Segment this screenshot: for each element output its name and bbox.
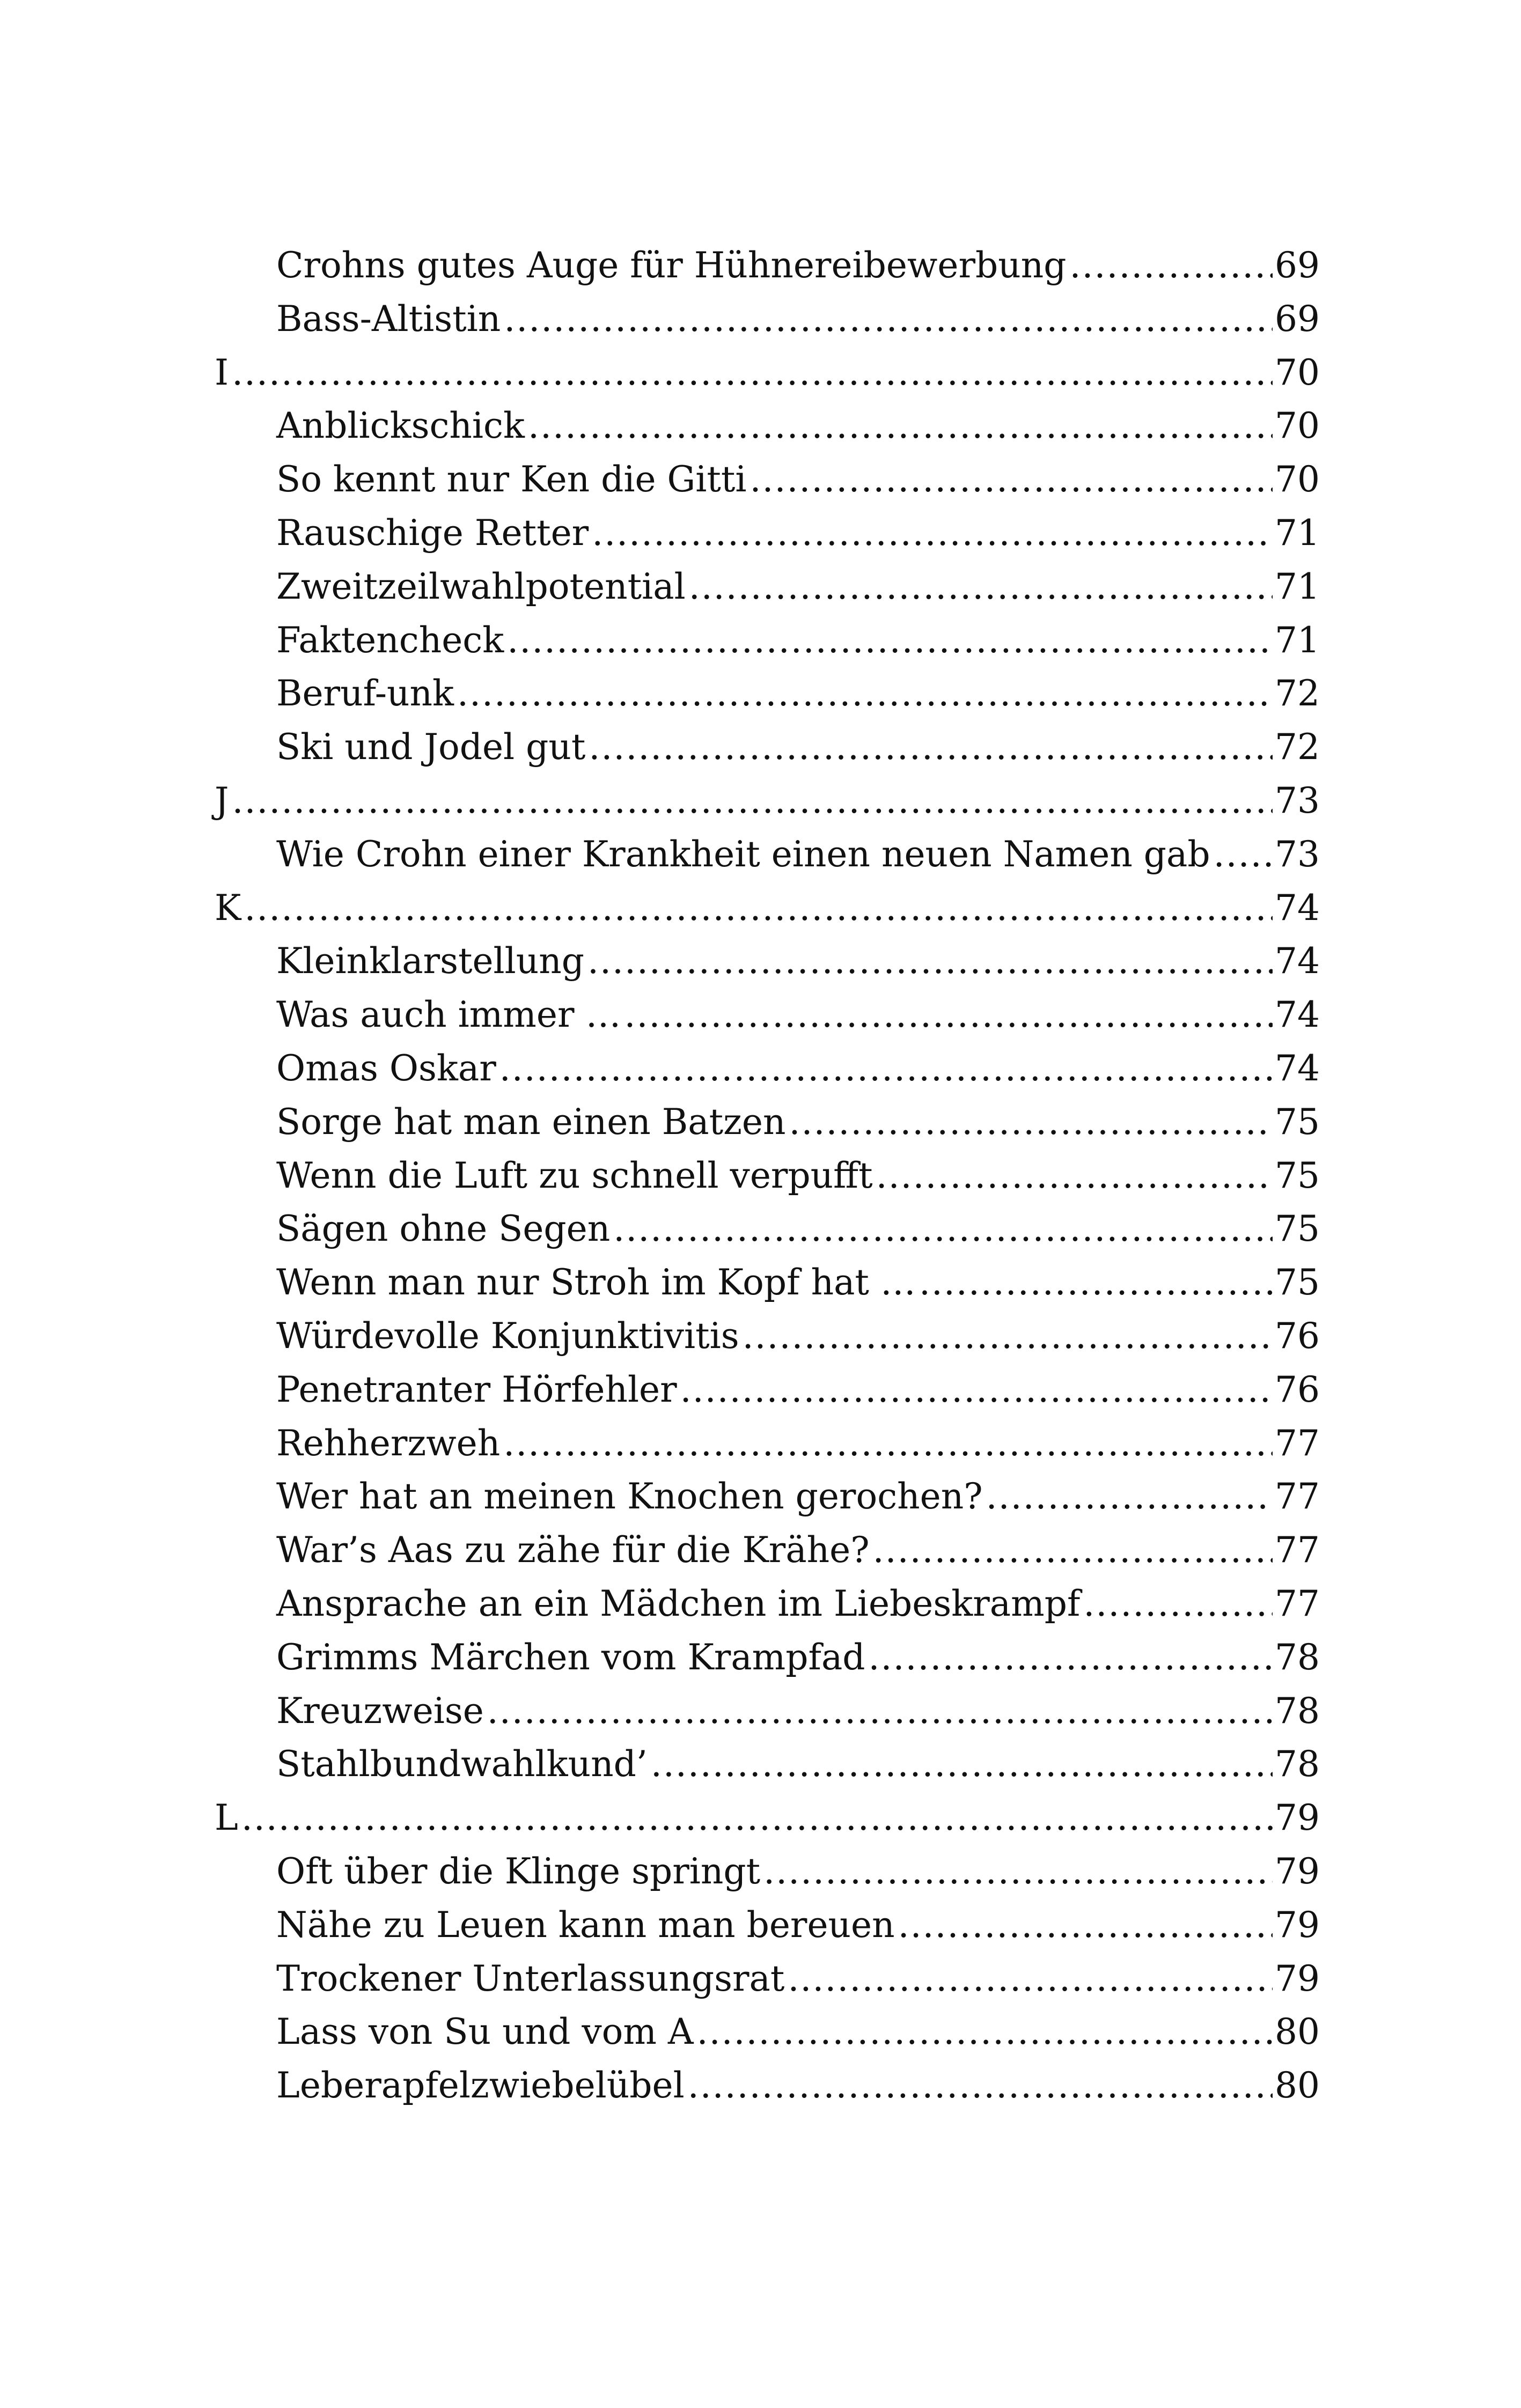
- toc-dot-leader: [624, 988, 1273, 1042]
- toc-entry: [215, 1149, 1320, 1203]
- toc-dot-leader: [697, 2005, 1273, 2059]
- toc-entry: [215, 560, 1320, 614]
- toc-entry: [215, 614, 1320, 667]
- toc-entry: [215, 506, 1320, 560]
- toc-dot-leader: [499, 1042, 1273, 1095]
- toc-entry: [215, 1737, 1320, 1791]
- toc-entry: [215, 1684, 1320, 1738]
- toc-entry: [215, 239, 1320, 292]
- toc-entry: [215, 399, 1320, 453]
- toc-dot-leader: [503, 1417, 1273, 1470]
- toc-entry-page: 78: [1275, 1690, 1320, 1732]
- toc-entry-page: 77: [1275, 1582, 1320, 1624]
- toc-entry-page: 75: [1275, 1208, 1320, 1250]
- toc-entry: [215, 1523, 1320, 1577]
- toc-entry-title: Ski und Jodel gut: [276, 726, 586, 768]
- toc-dot-leader: [1214, 828, 1273, 881]
- toc-entry: [215, 1898, 1320, 1952]
- toc-dot-leader: [1083, 1577, 1273, 1631]
- toc-entry-title: Zweitzeilwahlpotential: [276, 565, 686, 607]
- toc-dot-leader: [788, 1952, 1273, 2006]
- toc-entry-page: 79: [1275, 1797, 1320, 1839]
- toc-entry-title: Wenn man nur Stroh im Kopf hat …: [276, 1262, 916, 1304]
- toc-entry-page: 76: [1275, 1315, 1320, 1357]
- toc-entry-page: 73: [1275, 833, 1320, 875]
- toc-entry-page: 71: [1275, 565, 1320, 607]
- toc-dot-leader: [919, 1256, 1273, 1309]
- toc-dot-leader: [613, 1202, 1273, 1256]
- toc-entry-title: Oft über die Klinge springt: [276, 1850, 761, 1892]
- toc-dot-leader: [750, 453, 1273, 506]
- toc-dot-leader: [789, 1095, 1273, 1149]
- toc-entry-page: 74: [1275, 940, 1320, 982]
- toc-dot-leader: [232, 346, 1273, 400]
- toc-entry-page: 80: [1275, 2011, 1320, 2053]
- toc-entry-title: Wie Crohn einer Krankheit einen neuen Namen gab: [276, 833, 1210, 875]
- toc-entry-page: 79: [1275, 1904, 1320, 1946]
- toc-entry-title: Rauschige Retter: [276, 512, 589, 554]
- toc-entry: [215, 1470, 1320, 1523]
- toc-entry-page: 74: [1275, 1047, 1320, 1089]
- toc-dot-leader: [587, 934, 1273, 988]
- toc-entry-page: 75: [1275, 1101, 1320, 1143]
- toc-entry: [215, 2059, 1320, 2112]
- toc-entry-page: 69: [1275, 298, 1320, 340]
- toc-entry-title: Beruf-unk: [276, 673, 454, 715]
- toc-entry-page: 77: [1275, 1422, 1320, 1464]
- toc-entry-title: Bass-Altistin: [276, 298, 501, 340]
- toc-dot-leader: [898, 1898, 1273, 1952]
- toc-entry-page: 75: [1275, 1154, 1320, 1196]
- toc-dot-leader: [688, 2059, 1273, 2112]
- toc-entry-page: 78: [1275, 1743, 1320, 1785]
- toc-dot-leader: [876, 1149, 1273, 1203]
- toc-dot-leader: [592, 506, 1273, 560]
- toc-entry: [215, 1577, 1320, 1631]
- toc-entry: [215, 988, 1320, 1042]
- toc-entry-title: Sorge hat man einen Batzen: [276, 1101, 786, 1143]
- toc-entry: [215, 1095, 1320, 1149]
- toc-entry-title: Was auch immer …: [276, 994, 621, 1036]
- toc-dot-leader: [589, 720, 1273, 774]
- toc-entry: [215, 934, 1320, 988]
- toc-entry-page: 79: [1275, 1957, 1320, 1999]
- toc-entry-title: Kreuzweise: [276, 1690, 484, 1732]
- toc-entry-page: 74: [1275, 887, 1320, 929]
- toc-entry: [215, 1309, 1320, 1363]
- toc-entry-page: 78: [1275, 1636, 1320, 1678]
- toc-entry-page: 73: [1275, 779, 1320, 821]
- toc-entry-title: J: [215, 779, 229, 821]
- toc-dot-leader: [743, 1309, 1273, 1363]
- toc-entry: [215, 720, 1320, 774]
- toc-entry-title: Penetranter Hörfehler: [276, 1368, 677, 1410]
- toc-entry-title: Wenn die Luft zu schnell verpufft: [276, 1154, 873, 1196]
- toc-entry: [215, 1845, 1320, 1898]
- toc-entry: [215, 1631, 1320, 1684]
- toc-entry-page: 69: [1275, 245, 1320, 286]
- toc-entry-page: 76: [1275, 1368, 1320, 1410]
- toc-entry-page: 79: [1275, 1850, 1320, 1892]
- toc-dot-leader: [504, 292, 1273, 346]
- toc-entry-title: Rehherzweh: [276, 1422, 501, 1464]
- toc-dot-leader: [232, 774, 1273, 828]
- toc-entry-title: Grimms Märchen vom Krampfad: [276, 1636, 865, 1678]
- toc-dot-leader: [873, 1523, 1273, 1577]
- toc-entry: [215, 453, 1320, 506]
- toc-entry: [215, 346, 1320, 400]
- toc-dot-leader: [680, 1363, 1273, 1417]
- toc-dot-leader: [487, 1684, 1273, 1738]
- toc-entry-title: Kleinklarstellung: [276, 940, 585, 982]
- toc-entry-title: Nähe zu Leuen kann man bereuen: [276, 1904, 895, 1946]
- toc-entry-page: 72: [1275, 726, 1320, 768]
- toc-dot-leader: [1070, 239, 1273, 292]
- toc-entry-title: Stahlbundwahlkund’: [276, 1743, 648, 1785]
- toc-entry-title: So kennt nur Ken die Gitti: [276, 459, 747, 500]
- toc-entry: [215, 1952, 1320, 2006]
- toc-entry-page: 71: [1275, 512, 1320, 554]
- toc-entry: [215, 774, 1320, 828]
- toc-entry-title: Omas Oskar: [276, 1047, 496, 1089]
- toc-entry-page: 77: [1275, 1529, 1320, 1571]
- toc-dot-leader: [457, 667, 1273, 720]
- toc-entry-page: 71: [1275, 619, 1320, 661]
- toc-entry: [215, 1042, 1320, 1095]
- toc-entry: [215, 828, 1320, 881]
- toc-entry-page: 70: [1275, 459, 1320, 500]
- toc-entry-title: Leberapfelzwiebelübel: [276, 2065, 685, 2107]
- toc-entry-title: Würdevolle Konjunktivitis: [276, 1315, 739, 1357]
- toc-entry-title: Trockener Unterlassungsrat: [276, 1957, 785, 1999]
- toc-entry-title: Faktencheck: [276, 619, 504, 661]
- toc-entry-title: L: [215, 1797, 238, 1839]
- toc-entry-title: Wer hat an meinen Knochen gerochen?: [276, 1476, 983, 1518]
- toc-entry: [215, 667, 1320, 720]
- toc-entry: [215, 1256, 1320, 1309]
- toc-entry-title: War’s Aas zu zähe für die Krähe?: [276, 1529, 870, 1571]
- toc-dot-leader: [986, 1470, 1273, 1523]
- toc-entry-page: 70: [1275, 351, 1320, 393]
- toc-entry-page: 70: [1275, 405, 1320, 447]
- toc-entry-title: Crohns gutes Auge für Hühnereibewerbung: [276, 245, 1067, 286]
- toc-entry-page: 72: [1275, 673, 1320, 715]
- toc-entry-page: 74: [1275, 994, 1320, 1036]
- toc-entry: [215, 2005, 1320, 2059]
- toc-entry: [215, 1363, 1320, 1417]
- toc-entry-title: Sägen ohne Segen: [276, 1208, 611, 1250]
- toc-entry-page: 80: [1275, 2065, 1320, 2107]
- toc-dot-leader: [244, 881, 1273, 935]
- toc-entry-title: Anblickschick: [276, 405, 525, 447]
- toc-dot-leader: [869, 1631, 1273, 1684]
- toc-entry-title: K: [215, 887, 241, 929]
- toc-entry-title: I: [215, 351, 229, 393]
- toc-entry: [215, 1791, 1320, 1845]
- toc-dot-leader: [241, 1791, 1273, 1845]
- toc-dot-leader: [763, 1845, 1273, 1898]
- toc-entry-page: 75: [1275, 1262, 1320, 1304]
- toc-dot-leader: [689, 560, 1273, 614]
- toc-dot-leader: [528, 399, 1273, 453]
- toc-entry: [215, 1417, 1320, 1470]
- toc-dot-leader: [651, 1737, 1273, 1791]
- toc-entry: [215, 1202, 1320, 1256]
- table-of-contents: [215, 239, 1320, 2112]
- toc-entry-page: 77: [1275, 1476, 1320, 1518]
- toc-entry-title: Lass von Su und vom A: [276, 2011, 694, 2053]
- toc-entry: [215, 292, 1320, 346]
- toc-dot-leader: [507, 614, 1273, 667]
- toc-entry: [215, 881, 1320, 935]
- toc-entry-title: Ansprache an ein Mädchen im Liebeskrampf: [276, 1582, 1081, 1624]
